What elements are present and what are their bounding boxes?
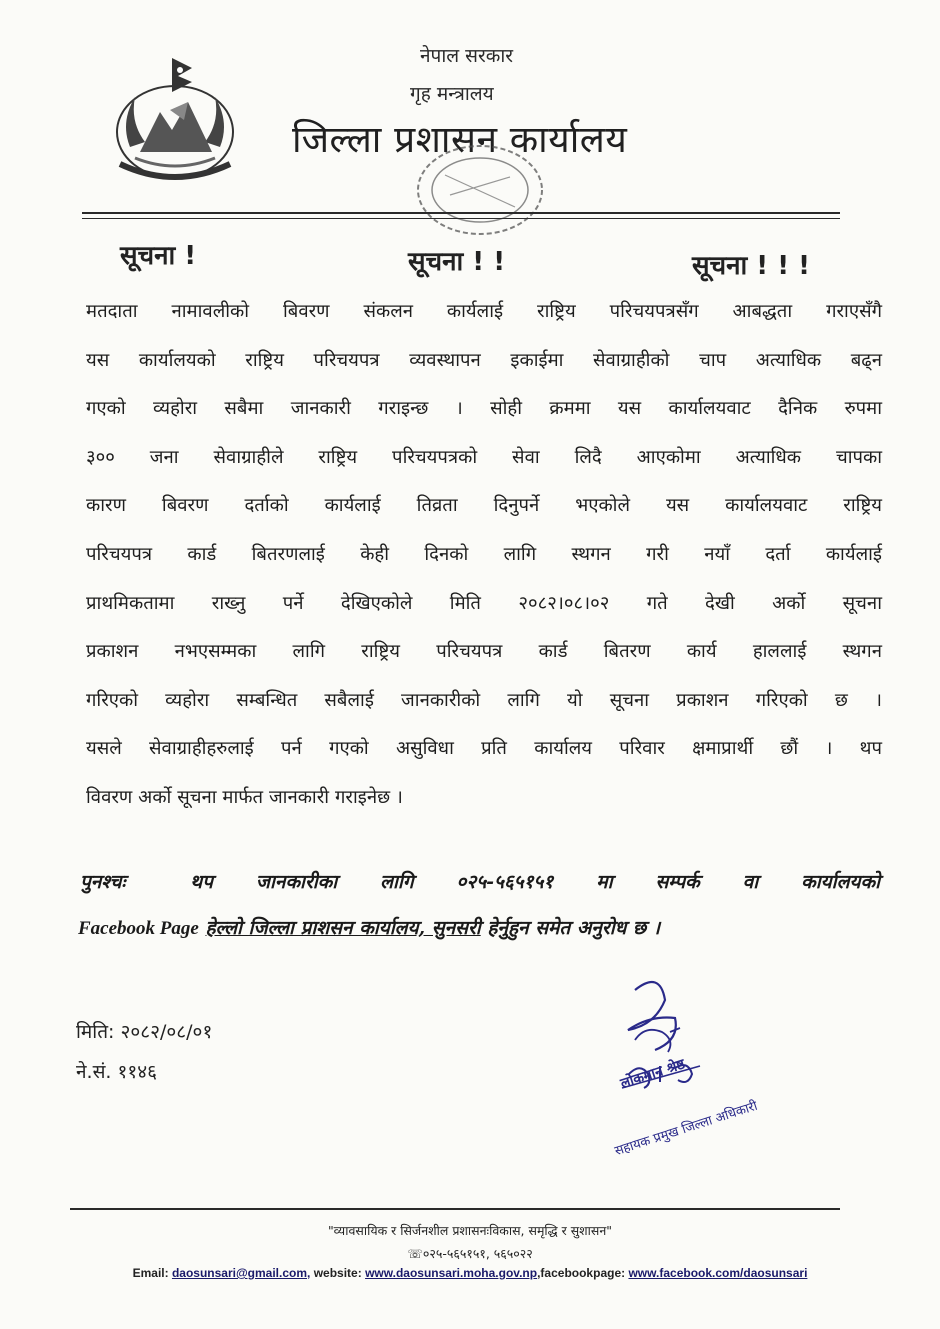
date-nepal-sambat: ने.सं. ११४६ (76, 1061, 158, 1083)
body-line: परिचयपत्र कार्ड बितरणलाई केही दिनको लागि स्थगन गरी नयाँ दर्ता कार्यलाई (86, 543, 882, 565)
postscript-closing: हेर्नुहुन समेत अनुरोध छ । (487, 917, 661, 939)
signatory-title: सहायक प्रमुख जिल्ला अधिकारी (612, 1098, 760, 1160)
notice-heading-center: सूचना ! ! (408, 247, 506, 277)
email-label: Email: (132, 1266, 169, 1280)
body-line: गएको व्यहोरा सबैमा जानकारी गराइन्छ । सोही क्रममा यस कार्यालयवाट दैनिक रुपमा (86, 398, 882, 420)
facebook-label: ,facebookpage: (537, 1266, 626, 1280)
office-title: जिल्ला प्रशासन कार्यालय (292, 118, 628, 161)
body-line: गरिएको व्यहोरा सम्बन्धित सबैलाई जानकारीको लागि यो सूचना प्रकाशन गरिएको छ । (86, 689, 882, 711)
facebook-link[interactable]: www.facebook.com/daosunsari (628, 1266, 808, 1280)
postscript-label: पुनश्चः (80, 871, 126, 893)
header-divider (82, 212, 840, 214)
notice-heading-right: सूचना ! ! ! (692, 251, 810, 281)
body-line: यस कार्यालयको राष्ट्रिय परिचयपत्र व्यवस्थापन इकाईमा सेवाग्राहीको चाप अत्याधिक बढ्न (86, 349, 882, 371)
email-link[interactable]: daosunsari@gmail.com, (171, 1266, 311, 1280)
facebook-page-name: हेल्लो जिल्ला प्राशसन कार्यालय, सुनसरी (205, 917, 481, 939)
government-name: नेपाल सरकार (420, 45, 514, 67)
date-bs: मिति: २०८२/०८/०१ (76, 1021, 213, 1043)
signatory-name: लोकमान श्रेष्ठ (618, 1056, 687, 1093)
website-link[interactable]: www.daosunsari.moha.gov.np (365, 1266, 538, 1280)
body-line: कारण बिवरण दर्ताको कार्यलाई तिव्रता दिनुपर्ने भएकोले यस कार्यालयवाट राष्ट्रिय (86, 495, 882, 517)
body-line: प्रकाशन नभएसम्मका लागि राष्ट्रिय परिचयपत्र कार्ड बितरण कार्य हाललाई स्थगन (86, 641, 882, 663)
nepal-emblem-icon (100, 52, 250, 192)
notice-body (86, 300, 882, 835)
body-line: ३०० जना सेवाग्राहीले राष्ट्रिय परिचयपत्रको सेवा लिदै आएकोमा अत्याधिक चापका (86, 446, 882, 468)
body-line: मतदाता नामावलीको बिवरण संकलन कार्यलाई राष्ट्रिय परिचयपत्रसँग आबद्धता गराएसँगै (86, 301, 882, 322)
website-label: website: (313, 1266, 362, 1280)
postscript-line (80, 868, 880, 894)
body-line: यसले सेवाग्राहीहरुलाई पर्न गएको असुविधा प्रति कार्यालय परिवार क्षमाप्रार्थी छौं । थप (86, 738, 882, 760)
footer-divider (70, 1208, 840, 1210)
office-stamp-icon (405, 135, 555, 245)
header-divider-thin (82, 218, 840, 219)
office-phones: ☏०२५-५६५१५१, ५६५०२२ (407, 1246, 533, 1261)
notice-heading-left: सूचना ! (120, 241, 197, 271)
postscript-text: थप जानकारीका लागि ०२५-५६५१५१ मा सम्पर्क वा कार्यालयको (190, 871, 880, 893)
body-line: प्राथमिकतामा राख्नु पर्ने देखिएकोले मिति २०८२।०८।०२ गते देखी अर्को सूचना (86, 592, 882, 614)
contact-line (0, 1266, 940, 1280)
ministry-name: गृह मन्त्रालय (410, 83, 494, 105)
office-motto: "व्यावसायिक र सिर्जनशील प्रशासनःविकास, समृद्धि र सुशासन" (327, 1223, 613, 1238)
body-line: विवरण अर्को सूचना मार्फत जानकारी गराइनेछ । (86, 786, 403, 808)
postscript-facebook-line (78, 914, 660, 940)
facebook-page-label: Facebook Page (78, 918, 199, 939)
